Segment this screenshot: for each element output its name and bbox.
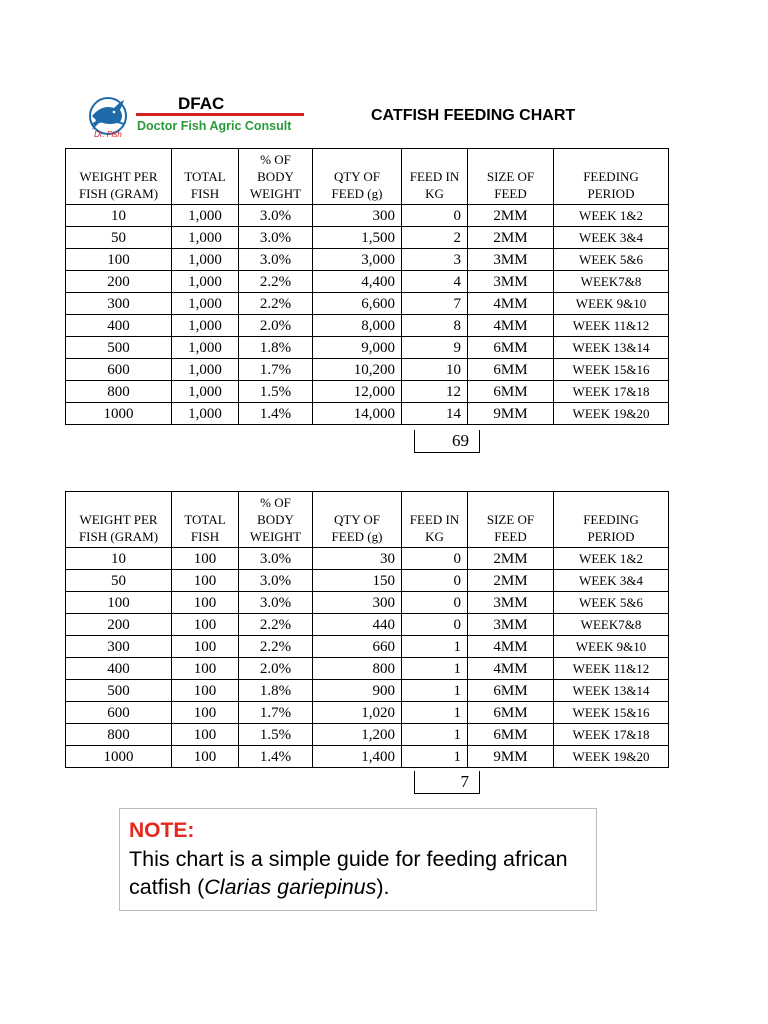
- table-row: [66, 680, 669, 702]
- weight-cell: 100: [66, 249, 172, 271]
- column-header: SIZE OF FEED: [468, 149, 554, 205]
- feed-qty-cell: 12,000: [313, 381, 402, 403]
- body-weight-pct-cell: 1.7%: [239, 702, 313, 724]
- table-row: [66, 548, 669, 570]
- page-title: CATFISH FEEDING CHART: [371, 107, 576, 124]
- column-header: TOTAL FISH: [172, 492, 239, 548]
- feed-kg-cell: 1: [402, 746, 468, 768]
- feed-size-cell: 6MM: [468, 724, 554, 746]
- body-weight-pct-cell: 1.8%: [239, 337, 313, 359]
- weight-cell: 1000: [66, 746, 172, 768]
- feed-size-cell: 3MM: [468, 249, 554, 271]
- feed-size-cell: 2MM: [468, 227, 554, 249]
- feeding-period-cell: WEEK 15&16: [554, 359, 669, 381]
- weight-cell: 50: [66, 570, 172, 592]
- body-weight-pct-cell: 2.0%: [239, 658, 313, 680]
- feeding-period-cell: WEEK 11&12: [554, 315, 669, 337]
- column-header: SIZE OF FEED: [468, 492, 554, 548]
- feed-size-cell: 3MM: [468, 271, 554, 293]
- feed-kg-cell: 9: [402, 337, 468, 359]
- feed-size-cell: 4MM: [468, 315, 554, 337]
- column-header: FEEDING PERIOD: [554, 149, 669, 205]
- feed-kg-cell: 0: [402, 614, 468, 636]
- feed-kg-cell: 7: [402, 293, 468, 315]
- total-fish-cell: 100: [172, 658, 239, 680]
- feed-kg-cell: 0: [402, 570, 468, 592]
- feed-qty-cell: 4,400: [313, 271, 402, 293]
- weight-cell: 10: [66, 205, 172, 227]
- feed-kg-cell: 14: [402, 403, 468, 425]
- note-heading: NOTE:: [129, 819, 195, 842]
- feed-qty-cell: 900: [313, 680, 402, 702]
- feed-kg-cell: 4: [402, 271, 468, 293]
- feeding-period-cell: WEEK 17&18: [554, 381, 669, 403]
- table-row: [66, 702, 669, 724]
- feed-qty-cell: 150: [313, 570, 402, 592]
- total-fish-cell: 100: [172, 548, 239, 570]
- logo-caption: Dr. Fish: [94, 130, 122, 138]
- feeding-period-cell: WEEK 17&18: [554, 724, 669, 746]
- feed-kg-cell: 1: [402, 658, 468, 680]
- total-fish-cell: 100: [172, 570, 239, 592]
- column-header: QTY OF FEED (g): [313, 149, 402, 205]
- weight-cell: 500: [66, 337, 172, 359]
- header-row: [66, 492, 669, 548]
- total-fish-cell: 100: [172, 680, 239, 702]
- note-species: Clarias gariepinus: [204, 875, 377, 899]
- table-row: [66, 381, 669, 403]
- column-header: WEIGHT PER FISH (GRAM): [66, 492, 172, 548]
- total-fish-cell: 1,000: [172, 337, 239, 359]
- feed-qty-cell: 660: [313, 636, 402, 658]
- body-weight-pct-cell: 2.2%: [239, 293, 313, 315]
- feeding-period-cell: WEEK 13&14: [554, 680, 669, 702]
- weight-cell: 800: [66, 381, 172, 403]
- column-header: TOTAL FISH: [172, 149, 239, 205]
- feed-size-cell: 6MM: [468, 702, 554, 724]
- feeding-table-1000-fish: [65, 148, 669, 425]
- body-weight-pct-cell: 3.0%: [239, 205, 313, 227]
- feed-kg-cell: 0: [402, 205, 468, 227]
- feed-qty-cell: 1,020: [313, 702, 402, 724]
- weight-cell: 800: [66, 724, 172, 746]
- feed-qty-cell: 300: [313, 205, 402, 227]
- column-header: % OF BODY WEIGHT: [239, 149, 313, 205]
- total-fish-cell: 100: [172, 746, 239, 768]
- feed-size-cell: 2MM: [468, 205, 554, 227]
- feeding-period-cell: WEEK 9&10: [554, 636, 669, 658]
- total-fish-cell: 100: [172, 614, 239, 636]
- fish-logo-icon: [84, 96, 132, 138]
- feed-kg-cell: 0: [402, 548, 468, 570]
- feed-qty-cell: 440: [313, 614, 402, 636]
- logo: [84, 96, 132, 138]
- feed-qty-cell: 1,200: [313, 724, 402, 746]
- feeding-period-cell: WEEK 9&10: [554, 293, 669, 315]
- table-row: [66, 227, 669, 249]
- feed-size-cell: 6MM: [468, 680, 554, 702]
- feed-size-cell: 6MM: [468, 381, 554, 403]
- feeding-period-cell: WEEK 5&6: [554, 249, 669, 271]
- header-row: [66, 149, 669, 205]
- table-row: [66, 205, 669, 227]
- table-row: [66, 337, 669, 359]
- table-row: [66, 249, 669, 271]
- total-kg-1000-fish: 69: [414, 430, 480, 453]
- body-weight-pct-cell: 2.2%: [239, 271, 313, 293]
- feed-kg-cell: 12: [402, 381, 468, 403]
- feed-size-cell: 6MM: [468, 359, 554, 381]
- feeding-period-cell: WEEK 5&6: [554, 592, 669, 614]
- weight-cell: 200: [66, 271, 172, 293]
- total-fish-cell: 1,000: [172, 293, 239, 315]
- total-fish-cell: 1,000: [172, 315, 239, 337]
- feeding-period-cell: WEEK 13&14: [554, 337, 669, 359]
- body-weight-pct-cell: 3.0%: [239, 227, 313, 249]
- feeding-period-cell: WEEK 19&20: [554, 403, 669, 425]
- brand-underline: [136, 113, 304, 116]
- total-fish-cell: 1,000: [172, 249, 239, 271]
- table-row: [66, 746, 669, 768]
- weight-cell: 50: [66, 227, 172, 249]
- column-header: % OF BODY WEIGHT: [239, 492, 313, 548]
- feed-kg-cell: 1: [402, 680, 468, 702]
- weight-cell: 600: [66, 359, 172, 381]
- feed-qty-cell: 300: [313, 592, 402, 614]
- feed-size-cell: 2MM: [468, 570, 554, 592]
- feed-size-cell: 2MM: [468, 548, 554, 570]
- total-kg-100-fish: 7: [414, 771, 480, 794]
- feed-qty-cell: 1,400: [313, 746, 402, 768]
- feed-qty-cell: 6,600: [313, 293, 402, 315]
- column-header: QTY OF FEED (g): [313, 492, 402, 548]
- body-weight-pct-cell: 1.5%: [239, 724, 313, 746]
- feed-qty-cell: 1,500: [313, 227, 402, 249]
- feed-kg-cell: 2: [402, 227, 468, 249]
- weight-cell: 200: [66, 614, 172, 636]
- weight-cell: 400: [66, 315, 172, 337]
- feed-qty-cell: 9,000: [313, 337, 402, 359]
- feed-size-cell: 9MM: [468, 746, 554, 768]
- table-row: [66, 359, 669, 381]
- body-weight-pct-cell: 1.5%: [239, 381, 313, 403]
- feed-qty-cell: 10,200: [313, 359, 402, 381]
- body-weight-pct-cell: 2.2%: [239, 636, 313, 658]
- column-header: FEED IN KG: [402, 492, 468, 548]
- feed-kg-cell: 1: [402, 702, 468, 724]
- feed-qty-cell: 3,000: [313, 249, 402, 271]
- body-weight-pct-cell: 1.8%: [239, 680, 313, 702]
- feed-kg-cell: 3: [402, 249, 468, 271]
- feed-kg-cell: 1: [402, 724, 468, 746]
- feeding-period-cell: WEEK 15&16: [554, 702, 669, 724]
- feeding-table-100-fish: [65, 491, 669, 768]
- body-weight-pct-cell: 2.2%: [239, 614, 313, 636]
- feed-size-cell: 9MM: [468, 403, 554, 425]
- feed-kg-cell: 0: [402, 592, 468, 614]
- note-text-after: ).: [376, 875, 390, 899]
- feed-size-cell: 3MM: [468, 614, 554, 636]
- feed-size-cell: 6MM: [468, 337, 554, 359]
- feed-size-cell: 4MM: [468, 293, 554, 315]
- weight-cell: 100: [66, 592, 172, 614]
- table-row: [66, 636, 669, 658]
- feeding-period-cell: WEEK7&8: [554, 614, 669, 636]
- feeding-period-cell: WEEK 3&4: [554, 227, 669, 249]
- feed-size-cell: 4MM: [468, 636, 554, 658]
- column-header: FEEDING PERIOD: [554, 492, 669, 548]
- table-row: [66, 271, 669, 293]
- body-weight-pct-cell: 3.0%: [239, 548, 313, 570]
- feed-kg-cell: 8: [402, 315, 468, 337]
- feeding-period-cell: WEEK 11&12: [554, 658, 669, 680]
- feeding-period-cell: WEEK 19&20: [554, 746, 669, 768]
- body-weight-pct-cell: 3.0%: [239, 249, 313, 271]
- feed-size-cell: 3MM: [468, 592, 554, 614]
- feed-size-cell: 4MM: [468, 658, 554, 680]
- table-row: [66, 403, 669, 425]
- weight-cell: 300: [66, 636, 172, 658]
- total-fish-cell: 1,000: [172, 205, 239, 227]
- total-fish-cell: 1,000: [172, 403, 239, 425]
- feeding-period-cell: WEEK 3&4: [554, 570, 669, 592]
- total-fish-cell: 100: [172, 592, 239, 614]
- feed-qty-cell: 14,000: [313, 403, 402, 425]
- body-weight-pct-cell: 1.4%: [239, 403, 313, 425]
- weight-cell: 10: [66, 548, 172, 570]
- body-weight-pct-cell: 1.7%: [239, 359, 313, 381]
- table-row: [66, 570, 669, 592]
- weight-cell: 600: [66, 702, 172, 724]
- feed-kg-cell: 1: [402, 636, 468, 658]
- body-weight-pct-cell: 3.0%: [239, 570, 313, 592]
- column-header: WEIGHT PER FISH (GRAM): [66, 149, 172, 205]
- table-row: [66, 293, 669, 315]
- feed-qty-cell: 30: [313, 548, 402, 570]
- brand-full-name: Doctor Fish Agric Consult: [137, 119, 292, 133]
- feeding-period-cell: WEEK 1&2: [554, 548, 669, 570]
- table-row: [66, 724, 669, 746]
- feed-qty-cell: 8,000: [313, 315, 402, 337]
- total-fish-cell: 1,000: [172, 359, 239, 381]
- note-text: [129, 845, 587, 901]
- body-weight-pct-cell: 3.0%: [239, 592, 313, 614]
- weight-cell: 500: [66, 680, 172, 702]
- column-header: FEED IN KG: [402, 149, 468, 205]
- total-fish-cell: 100: [172, 636, 239, 658]
- total-fish-cell: 100: [172, 724, 239, 746]
- note-box: [119, 808, 597, 911]
- table-row: [66, 658, 669, 680]
- body-weight-pct-cell: 1.4%: [239, 746, 313, 768]
- feed-kg-cell: 10: [402, 359, 468, 381]
- total-fish-cell: 1,000: [172, 227, 239, 249]
- feeding-period-cell: WEEK7&8: [554, 271, 669, 293]
- total-fish-cell: 1,000: [172, 381, 239, 403]
- feed-qty-cell: 800: [313, 658, 402, 680]
- feeding-period-cell: WEEK 1&2: [554, 205, 669, 227]
- weight-cell: 1000: [66, 403, 172, 425]
- table-row: [66, 315, 669, 337]
- note-text-before: This chart is a simple guide for feeding african catfish (: [129, 847, 568, 899]
- weight-cell: 400: [66, 658, 172, 680]
- total-fish-cell: 100: [172, 702, 239, 724]
- total-fish-cell: 1,000: [172, 271, 239, 293]
- table-row: [66, 592, 669, 614]
- body-weight-pct-cell: 2.0%: [239, 315, 313, 337]
- weight-cell: 300: [66, 293, 172, 315]
- table-row: [66, 614, 669, 636]
- brand-name: DFAC: [178, 94, 225, 113]
